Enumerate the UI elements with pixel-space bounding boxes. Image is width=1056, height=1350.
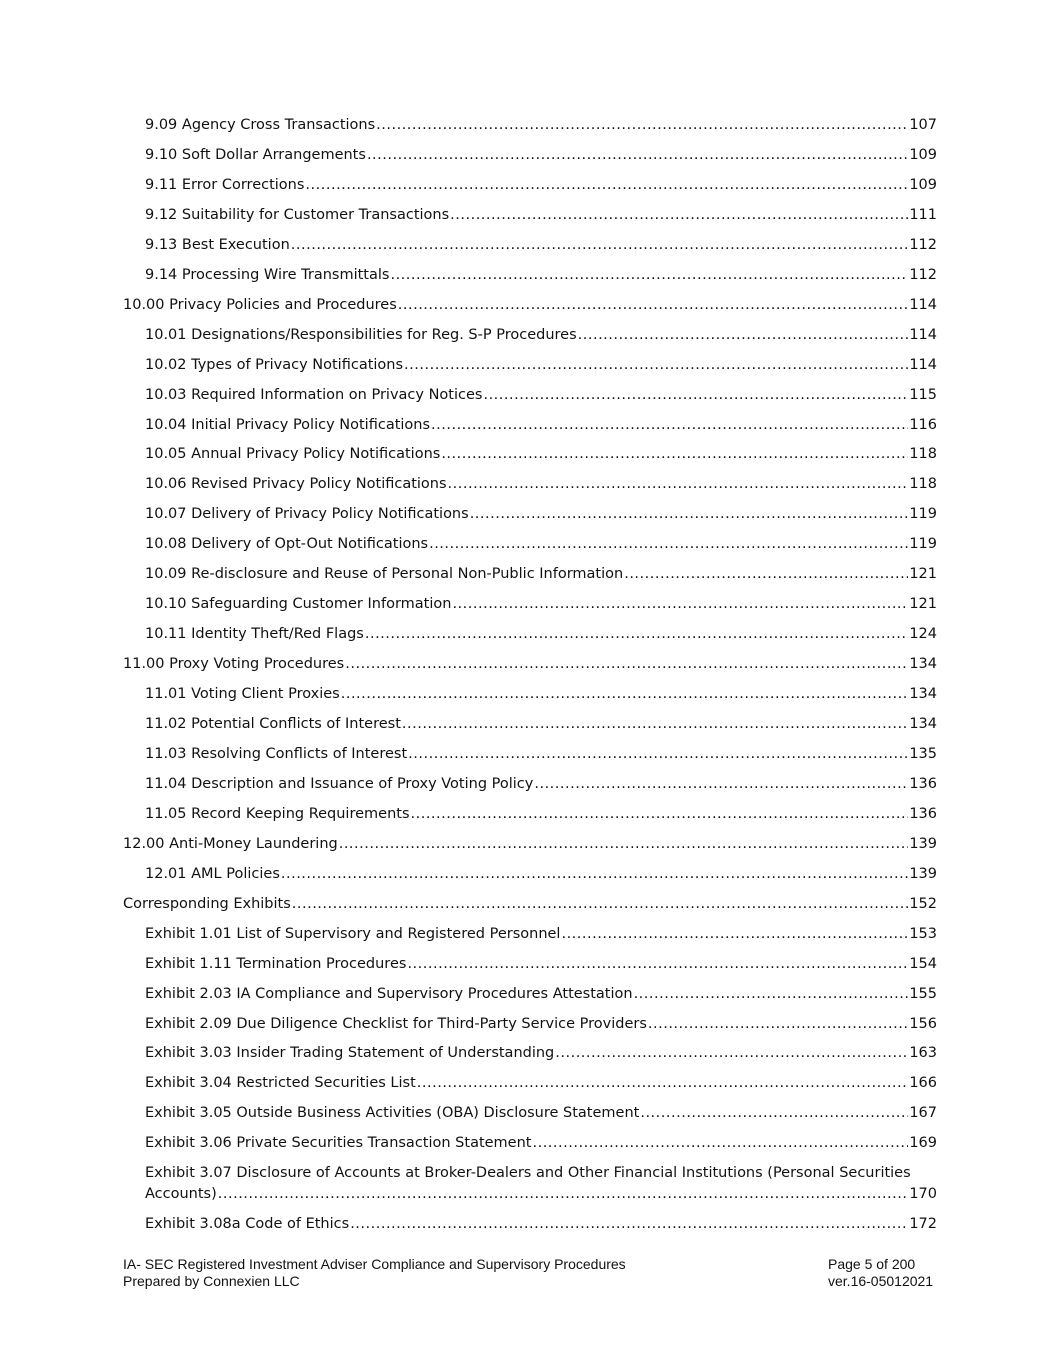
dot-leader [339,833,909,855]
dot-leader [534,773,908,795]
dot-leader [281,863,908,885]
toc-entry-page: 134 [909,656,937,673]
dot-leader [429,533,908,555]
toc-entry-page: 121 [909,596,937,613]
toc-entry-page: 119 [909,506,937,523]
toc-entry-title: 11.02 Potential Conflicts of Interest [145,716,401,732]
toc-entry-title: 10.11 Identity Theft/Red Flags [145,626,364,643]
dot-leader [648,1013,908,1035]
dot-leader [305,174,908,196]
toc-entry-title: 9.13 Best Execution [145,236,290,253]
toc-entry-page: 154 [909,955,937,972]
toc-entry-title: Exhibit 3.03 Insider Trading Statement of Understanding [145,1045,555,1062]
toc-entry-title: 9.09 Agency Cross Transactions [145,117,376,133]
toc-entry-title: 9.10 Soft Dollar Arrangements [145,146,366,163]
dot-leader [402,713,908,735]
toc-entry-page: 134 [909,686,937,703]
toc-entry[interactable] [0,354,1056,376]
dot-leader [483,384,908,406]
toc-entry[interactable] [0,473,1056,495]
toc-entry-title-continued: Accounts) [145,1186,217,1203]
toc-entry-page: 112 [909,236,937,253]
dot-leader [448,473,909,495]
toc-entry-page: 124 [909,626,937,643]
dot-leader [350,1213,908,1235]
toc-entry-title: 11.00 Proxy Voting Procedures [123,656,345,673]
toc-entry[interactable] [0,384,1056,406]
toc-entry-title: Exhibit 1.11 Termination Procedures [145,955,407,972]
footer-prepared-by: Prepared by Connexien LLC [123,1272,300,1289]
toc-entry[interactable] [0,204,1056,226]
dot-leader [417,1072,909,1094]
dot-leader [555,1042,908,1064]
toc-entry[interactable] [0,1213,1056,1235]
dot-leader [291,234,909,256]
dot-leader [634,983,909,1005]
dot-leader [341,683,909,705]
toc-entry[interactable] [0,773,1056,795]
toc-entry[interactable] [0,1132,1056,1154]
toc-entry-page: 109 [909,176,937,193]
footer-version: ver.16-05012021 [828,1272,934,1289]
toc-entry-title: 10.04 Initial Privacy Policy Notifications [145,416,431,433]
toc-entry-title: Exhibit 2.09 Due Diligence Checklist for Third-Party Service Providers [145,1015,647,1032]
dot-leader [411,803,909,825]
dot-leader [532,1132,908,1154]
dot-leader [292,893,909,915]
toc-entry-page: 134 [909,716,937,732]
dot-leader [578,324,909,346]
toc-entry-title: 10.08 Delivery of Opt-Out Notifications [145,536,429,553]
dot-leader [404,354,908,376]
dot-leader [365,623,908,645]
toc-entry[interactable] [0,1162,1056,1206]
toc-entry-title: 9.12 Suitability for Customer Transactions [145,206,450,223]
toc-entry-page: 119 [909,536,937,553]
toc-entry-page: 114 [909,296,937,313]
toc-entry-title: 11.04 Description and Issuance of Proxy Voting Policy [145,775,534,792]
toc-entry-page: 121 [909,566,937,583]
dot-leader [640,1102,908,1124]
toc-entry[interactable] [0,833,1056,855]
dot-leader [441,443,908,465]
dot-leader [367,144,908,166]
toc-entry[interactable] [0,1013,1056,1035]
toc-entry[interactable] [0,144,1056,166]
toc-entry-page: 169 [909,1135,937,1152]
dot-leader [390,264,908,286]
toc-entry[interactable] [0,653,1056,675]
toc-entry-title: 12.00 Anti-Money Laundering [123,835,338,852]
toc-entry-title: Exhibit 3.08a Code of Ethics [145,1216,350,1233]
toc-entry-page: 115 [909,386,937,403]
toc-entry[interactable] [0,623,1056,645]
toc-entry-page: 118 [909,446,937,463]
toc-entry-title: 10.09 Re-disclosure and Reuse of Personal Non-Public Information [145,566,624,583]
toc-entry-title: 10.01 Designations/Responsibilities for Reg. S-P Procedures [145,326,577,343]
toc-entry-page: 116 [909,416,937,433]
toc-entry[interactable] [0,114,1056,136]
dot-leader [561,923,908,945]
dot-leader [431,414,908,436]
dot-leader [398,294,909,316]
toc-entry-title: Exhibit 3.04 Restricted Securities List [145,1075,416,1092]
toc-entry-title: Exhibit 1.01 List of Supervisory and Registered Personnel [145,925,561,942]
dot-leader [407,953,908,975]
toc-entry-page: 152 [909,895,937,912]
toc-entry-page: 156 [909,1015,937,1032]
page-footer [123,1256,933,1290]
toc-entry[interactable] [0,743,1056,765]
dot-leader [624,563,908,585]
toc-entry[interactable] [0,174,1056,196]
dot-leader [470,503,909,525]
toc-entry-title: 9.14 Processing Wire Transmittals [145,266,390,283]
toc-entry-page: 166 [909,1075,937,1092]
toc-entry-page: 163 [909,1045,937,1062]
toc-entry-page: 112 [909,266,937,283]
toc-entry[interactable] [0,264,1056,286]
toc-entry[interactable] [0,803,1056,825]
toc-entry[interactable] [0,414,1056,436]
dot-leader [450,204,908,226]
toc-entry-page: 170 [909,1186,937,1203]
toc-entry-title: 11.01 Voting Client Proxies [145,686,340,703]
toc-entry-page: 136 [909,775,937,792]
toc-entry-title: 10.03 Required Information on Privacy Notices [145,386,483,403]
toc-entry-page: 114 [909,326,937,343]
toc-entry[interactable] [0,563,1056,585]
toc-entry-page: 139 [909,835,937,852]
toc-entry[interactable] [0,1102,1056,1124]
toc-entry-page: 107 [909,117,937,133]
toc-entry[interactable] [0,713,1056,735]
toc-entry-title: 10.10 Safeguarding Customer Information [145,596,452,613]
dot-leader [452,593,908,615]
toc-entry[interactable] [0,294,1056,316]
toc-entry[interactable] [0,593,1056,615]
toc-entry-title: 10.00 Privacy Policies and Procedures [123,296,397,313]
footer-page-number: Page 5 of 200 [828,1256,916,1272]
toc-entry[interactable] [0,533,1056,555]
dot-leader [376,114,908,136]
toc-entry-page: 114 [909,356,937,373]
toc-entry[interactable] [0,683,1056,705]
toc-entry[interactable] [0,983,1056,1005]
footer-document-title: IA- SEC Registered Investment Adviser Compliance and Supervisory Procedures [123,1256,626,1272]
toc-entry[interactable] [0,234,1056,256]
toc-entry[interactable] [0,1072,1056,1094]
toc-entry-title: Exhibit 3.07 Disclosure of Accounts at Broker-Dealers and Other Financial Institutions (Personal Securities [145,1165,911,1182]
dot-leader [345,653,908,675]
toc-entry-page: 111 [909,206,937,223]
toc-entry[interactable] [0,324,1056,346]
toc-entry-title: 9.11 Error Corrections [145,176,305,193]
toc-entry[interactable] [0,1042,1056,1064]
toc-entry-title: 10.07 Delivery of Privacy Policy Notifications [145,506,469,523]
toc-entry-title: 12.01 AML Policies [145,865,280,882]
toc-entry[interactable] [0,443,1056,465]
dot-leader [218,1183,909,1205]
dot-leader [408,743,908,765]
toc-entry-page: 136 [909,805,937,822]
toc-entry-title: 10.05 Annual Privacy Policy Notifications [145,446,441,463]
toc-entry-title: 10.02 Types of Privacy Notifications [145,356,404,373]
toc-entry-page: 118 [909,476,937,493]
toc-entry-page: 155 [909,985,937,1002]
toc-entry[interactable] [0,503,1056,525]
toc-entry[interactable] [0,953,1056,975]
toc-entry-title: Exhibit 3.06 Private Securities Transaction Statement [145,1135,532,1152]
toc-entry-title: 10.06 Revised Privacy Policy Notifications [145,476,447,493]
toc-entry-title: 11.03 Resolving Conflicts of Interest [145,745,408,762]
toc-entry-page: 172 [909,1216,937,1233]
toc-entry-title: Corresponding Exhibits [123,895,291,912]
toc-entry-page: 109 [909,146,937,163]
toc-entry-page: 139 [909,865,937,882]
toc-entry-title: Exhibit 2.03 IA Compliance and Supervisory Procedures Attestation [145,985,633,1002]
toc-entry-page: 135 [909,745,937,762]
toc-entry-page: 167 [909,1105,937,1122]
toc-entry[interactable] [0,893,1056,915]
toc-entry-title: 11.05 Record Keeping Requirements [145,805,410,822]
toc-entry[interactable] [0,923,1056,945]
toc-entry-title: Exhibit 3.05 Outside Business Activities (OBA) Disclosure Statement [145,1105,640,1122]
toc-entry[interactable] [0,863,1056,885]
toc-entry-page: 153 [909,925,937,942]
